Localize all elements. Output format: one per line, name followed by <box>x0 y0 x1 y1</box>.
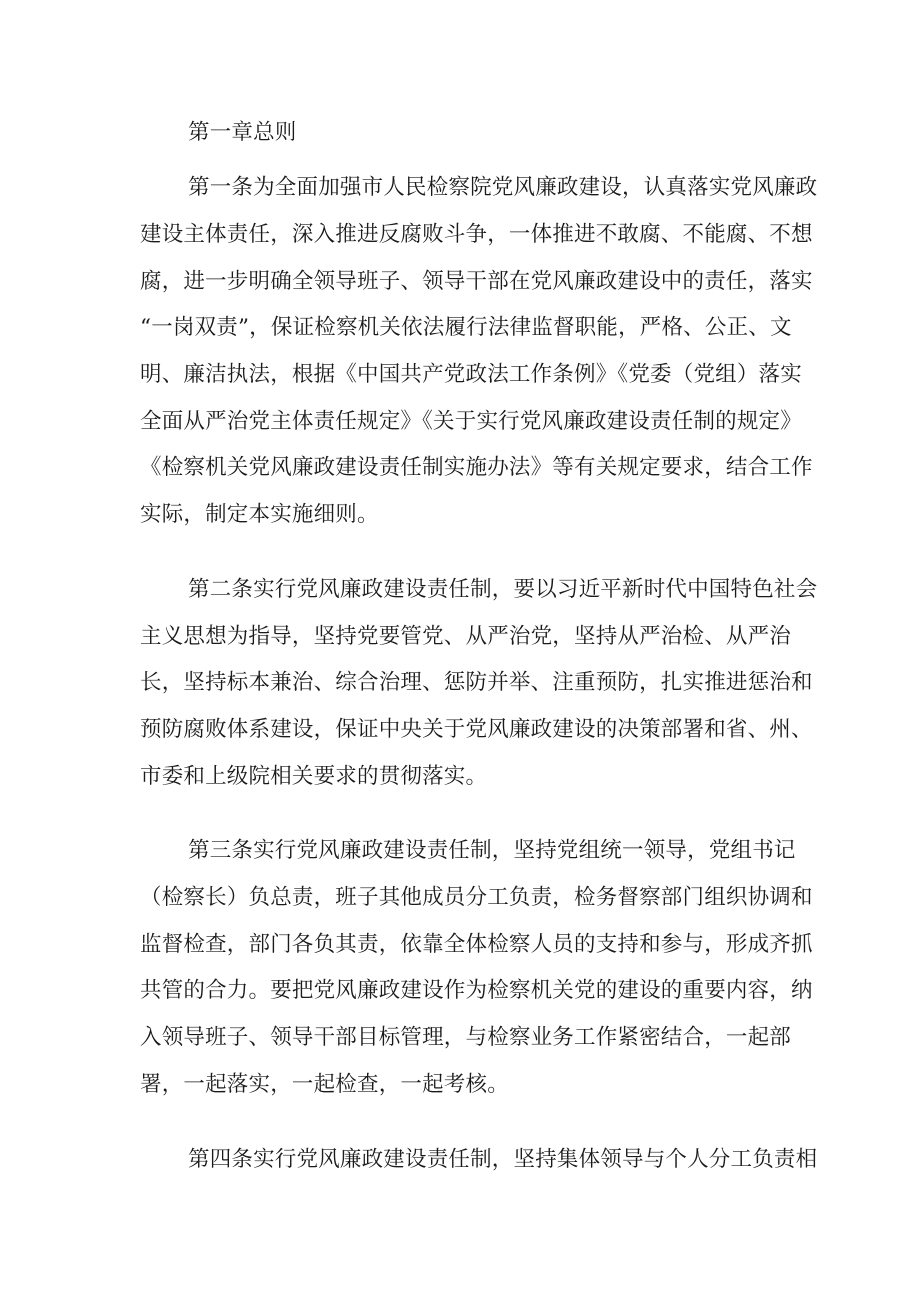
article-3-line: 第三条实行党风廉政建设责任制，坚持党组统一领导，党组书记 <box>188 838 796 863</box>
article-1-line: 明、廉洁执法，根据《中国共产党政法工作条例》《党委（党组）落实 <box>140 362 802 387</box>
article-1-line: 全面从严治党主体责任规定》《关于实行党风廉政建设责任制的规定》 <box>140 409 802 434</box>
article-1-line: 实际，制定本实施细则。 <box>140 502 379 527</box>
article-2-line: 市委和上级院相关要求的贯彻落实。 <box>140 764 488 789</box>
article-3-line: （检察长）负总责，班子其他成员分工负责，检务督察部门组织协调和 <box>140 885 813 910</box>
article-2-line: 预防腐败体系建设，保证中央关于党风廉政建设的决策部署和省、州、 <box>140 717 813 742</box>
article-4-line: 第四条实行党风廉政建设责任制，坚持集体领导与个人分工负责相 <box>188 1147 818 1172</box>
article-3-line: 监督检查，部门各负其责，依靠全体检察人员的支持和参与，形成齐抓 <box>140 932 813 957</box>
article-1-line: 第一条为全面加强市人民检察院党风廉政建设，认真落实党风廉政 <box>188 175 818 200</box>
article-2-line: 长，坚持标本兼治、综合治理、惩防并举、注重预防，扎实推进惩治和 <box>140 670 813 695</box>
article-1-line: “一岗双责”，保证检察机关依法履行法律监督职能，严格、公正、文 <box>140 315 792 340</box>
article-3-line: 共管的合力。要把党风廉政建设作为检察机关党的建设的重要内容，纳 <box>140 978 813 1003</box>
article-3-line: 署，一起落实，一起检查，一起考核。 <box>140 1072 509 1097</box>
article-1-line: 《检察机关党风廉政建设责任制实施办法》等有关规定要求，结合工作 <box>140 455 813 480</box>
article-2-line: 主义思想为指导，坚持党要管党、从严治党，坚持从严治检、从严治 <box>140 624 792 649</box>
chapter-title: 第一章总则 <box>188 120 297 145</box>
article-1-line: 建设主体责任，深入推进反腐败斗争，一体推进不敢腐、不能腐、不想 <box>140 222 813 247</box>
article-1-line: 腐，进一步明确全领导班子、领导干部在党风廉政建设中的责任，落实 <box>140 269 813 294</box>
article-2-line: 第二条实行党风廉政建设责任制，要以习近平新时代中国特色社会 <box>188 577 818 602</box>
article-3-line: 入领导班子、领导干部目标管理，与检察业务工作紧密结合，一起部 <box>140 1025 792 1050</box>
